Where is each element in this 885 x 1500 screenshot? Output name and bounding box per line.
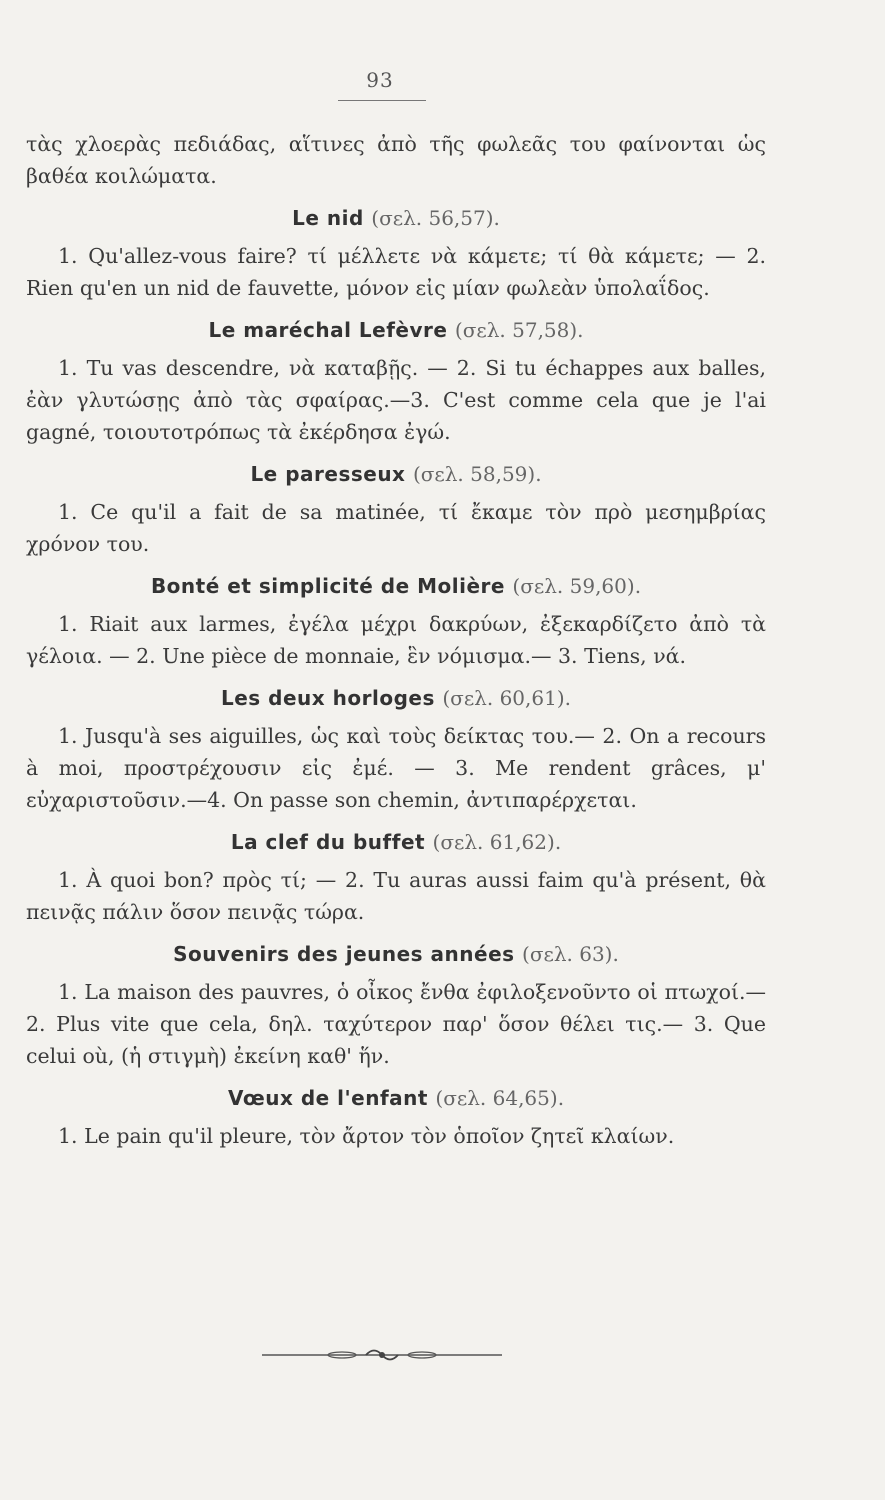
section-text: 1. Tu vas descendre, νὰ καταβῇς. — 2. Si tu échappes aux balles, ἐὰν γλυτώσῃς ἀπὸ τὰς σφαίρας.—3. C'est comme cela que je l'ai gagné, τοιουτοτρόπως τὰ ἐκέρδησα ἐγώ. — [26, 356, 766, 444]
section-heading — [26, 682, 766, 714]
section-title: Souvenirs des jeunes années — [173, 942, 515, 966]
section-heading — [26, 570, 766, 602]
section-la-clef-du-buffet — [26, 826, 766, 928]
section-heading — [26, 1082, 766, 1114]
page-number-rule — [338, 100, 426, 101]
section-text: 1. À quoi bon? πρὸς τί; — 2. Tu auras aussi faim qu'à présent, θὰ πεινᾷς πάλιν ὅσον πεινᾷς τώρα. — [26, 868, 766, 924]
section-title: Le maréchal Lefèvre — [208, 318, 448, 342]
section-les-deux-horloges — [26, 682, 766, 816]
section-le-marechal-lefevre — [26, 314, 766, 448]
section-title: La clef du buffet — [230, 830, 426, 854]
section-heading — [26, 826, 766, 858]
section-ref: (σελ. 58,59). — [412, 462, 542, 486]
intro-paragraph: τὰς χλοερὰς πεδιάδας, αἵτινες ἀπὸ τῆς φωλεᾶς του φαίνονται ὡς βαθέα κοιλώματα. — [26, 132, 766, 188]
section-heading — [26, 314, 766, 346]
section-ref: (σελ. 60,61). — [442, 686, 571, 710]
section-text: 1. Ce qu'il a fait de sa matinée, τί ἔκαμε τὸν πρὸ μεσημβρίας χρόνον του. — [26, 500, 766, 556]
section-text: 1. La maison des pauvres, ὁ οἶκος ἔνθα ἐφιλοξενοῦντο οἱ πτωχοί.— 2. Plus vite que cela, δηλ. ταχύτερον παρ' ὅσον θέλει τις.— 3. Que celui où, (ἡ στιγμὴ) ἐκείνη καθ' ἥν. — [26, 980, 766, 1068]
section-souvenirs-des-jeunes-annees — [26, 938, 766, 1072]
tailpiece-ornament — [262, 1345, 502, 1365]
section-ref: (σελ. 57,58). — [454, 318, 584, 342]
section-heading — [26, 458, 766, 490]
section-le-nid — [26, 202, 766, 304]
section-text: 1. Le pain qu'il pleure, τὸν ἄρτον τὸν ὁποῖον ζητεῖ κλαίων. — [58, 1124, 675, 1148]
section-title: Bonté et simplicité de Molière — [150, 574, 505, 598]
section-title: Le paresseux — [250, 462, 406, 486]
section-bonte-et-simplicite-de-moliere — [26, 570, 766, 672]
section-ref: (σελ. 63). — [522, 942, 619, 966]
section-ref: (σελ. 61,62). — [432, 830, 562, 854]
section-title: Vœux de l'enfant — [227, 1086, 428, 1110]
section-ref: (σελ. 56,57). — [371, 206, 500, 230]
page-body — [26, 128, 766, 1152]
section-text: 1. Riait aux larmes, ἐγέλα μέχρι δακρύων, ἐξεκαρδίζετο ἀπὸ τὰ γέλοια. — 2. Une pièce de monnaie, ἓν νόμισμα.— 3. Tiens, νά. — [26, 612, 766, 668]
page-number: 93 — [366, 68, 394, 92]
section-le-paresseux — [26, 458, 766, 560]
section-text: 1. Jusqu'à ses aiguilles, ὡς καὶ τοὺς δείκτας του.— 2. On a recours à moi, προστρέχουσιν εἰς ἐμέ. — 3. Me rendent grâces, μ' εὐχαριστοῦσιν.—4. On passe son chemin, ἀντιπαρέρχεται. — [26, 724, 766, 812]
section-ref: (σελ. 64,65). — [435, 1086, 565, 1110]
section-heading — [26, 202, 766, 234]
section-title: Le nid — [292, 206, 364, 230]
section-heading — [26, 938, 766, 970]
section-text: 1. Qu'allez-vous faire? τί μέλλετε νὰ κάμετε; τί θὰ κάμετε; — 2. Rien qu'en un nid de fauvette, μόνον εἰς μίαν φωλεὰν ὑπολαΐδος. — [26, 244, 766, 300]
section-ref: (σελ. 59,60). — [512, 574, 642, 598]
section-voeux-de-l-enfant — [26, 1082, 766, 1152]
section-title: Les deux horloges — [221, 686, 435, 710]
